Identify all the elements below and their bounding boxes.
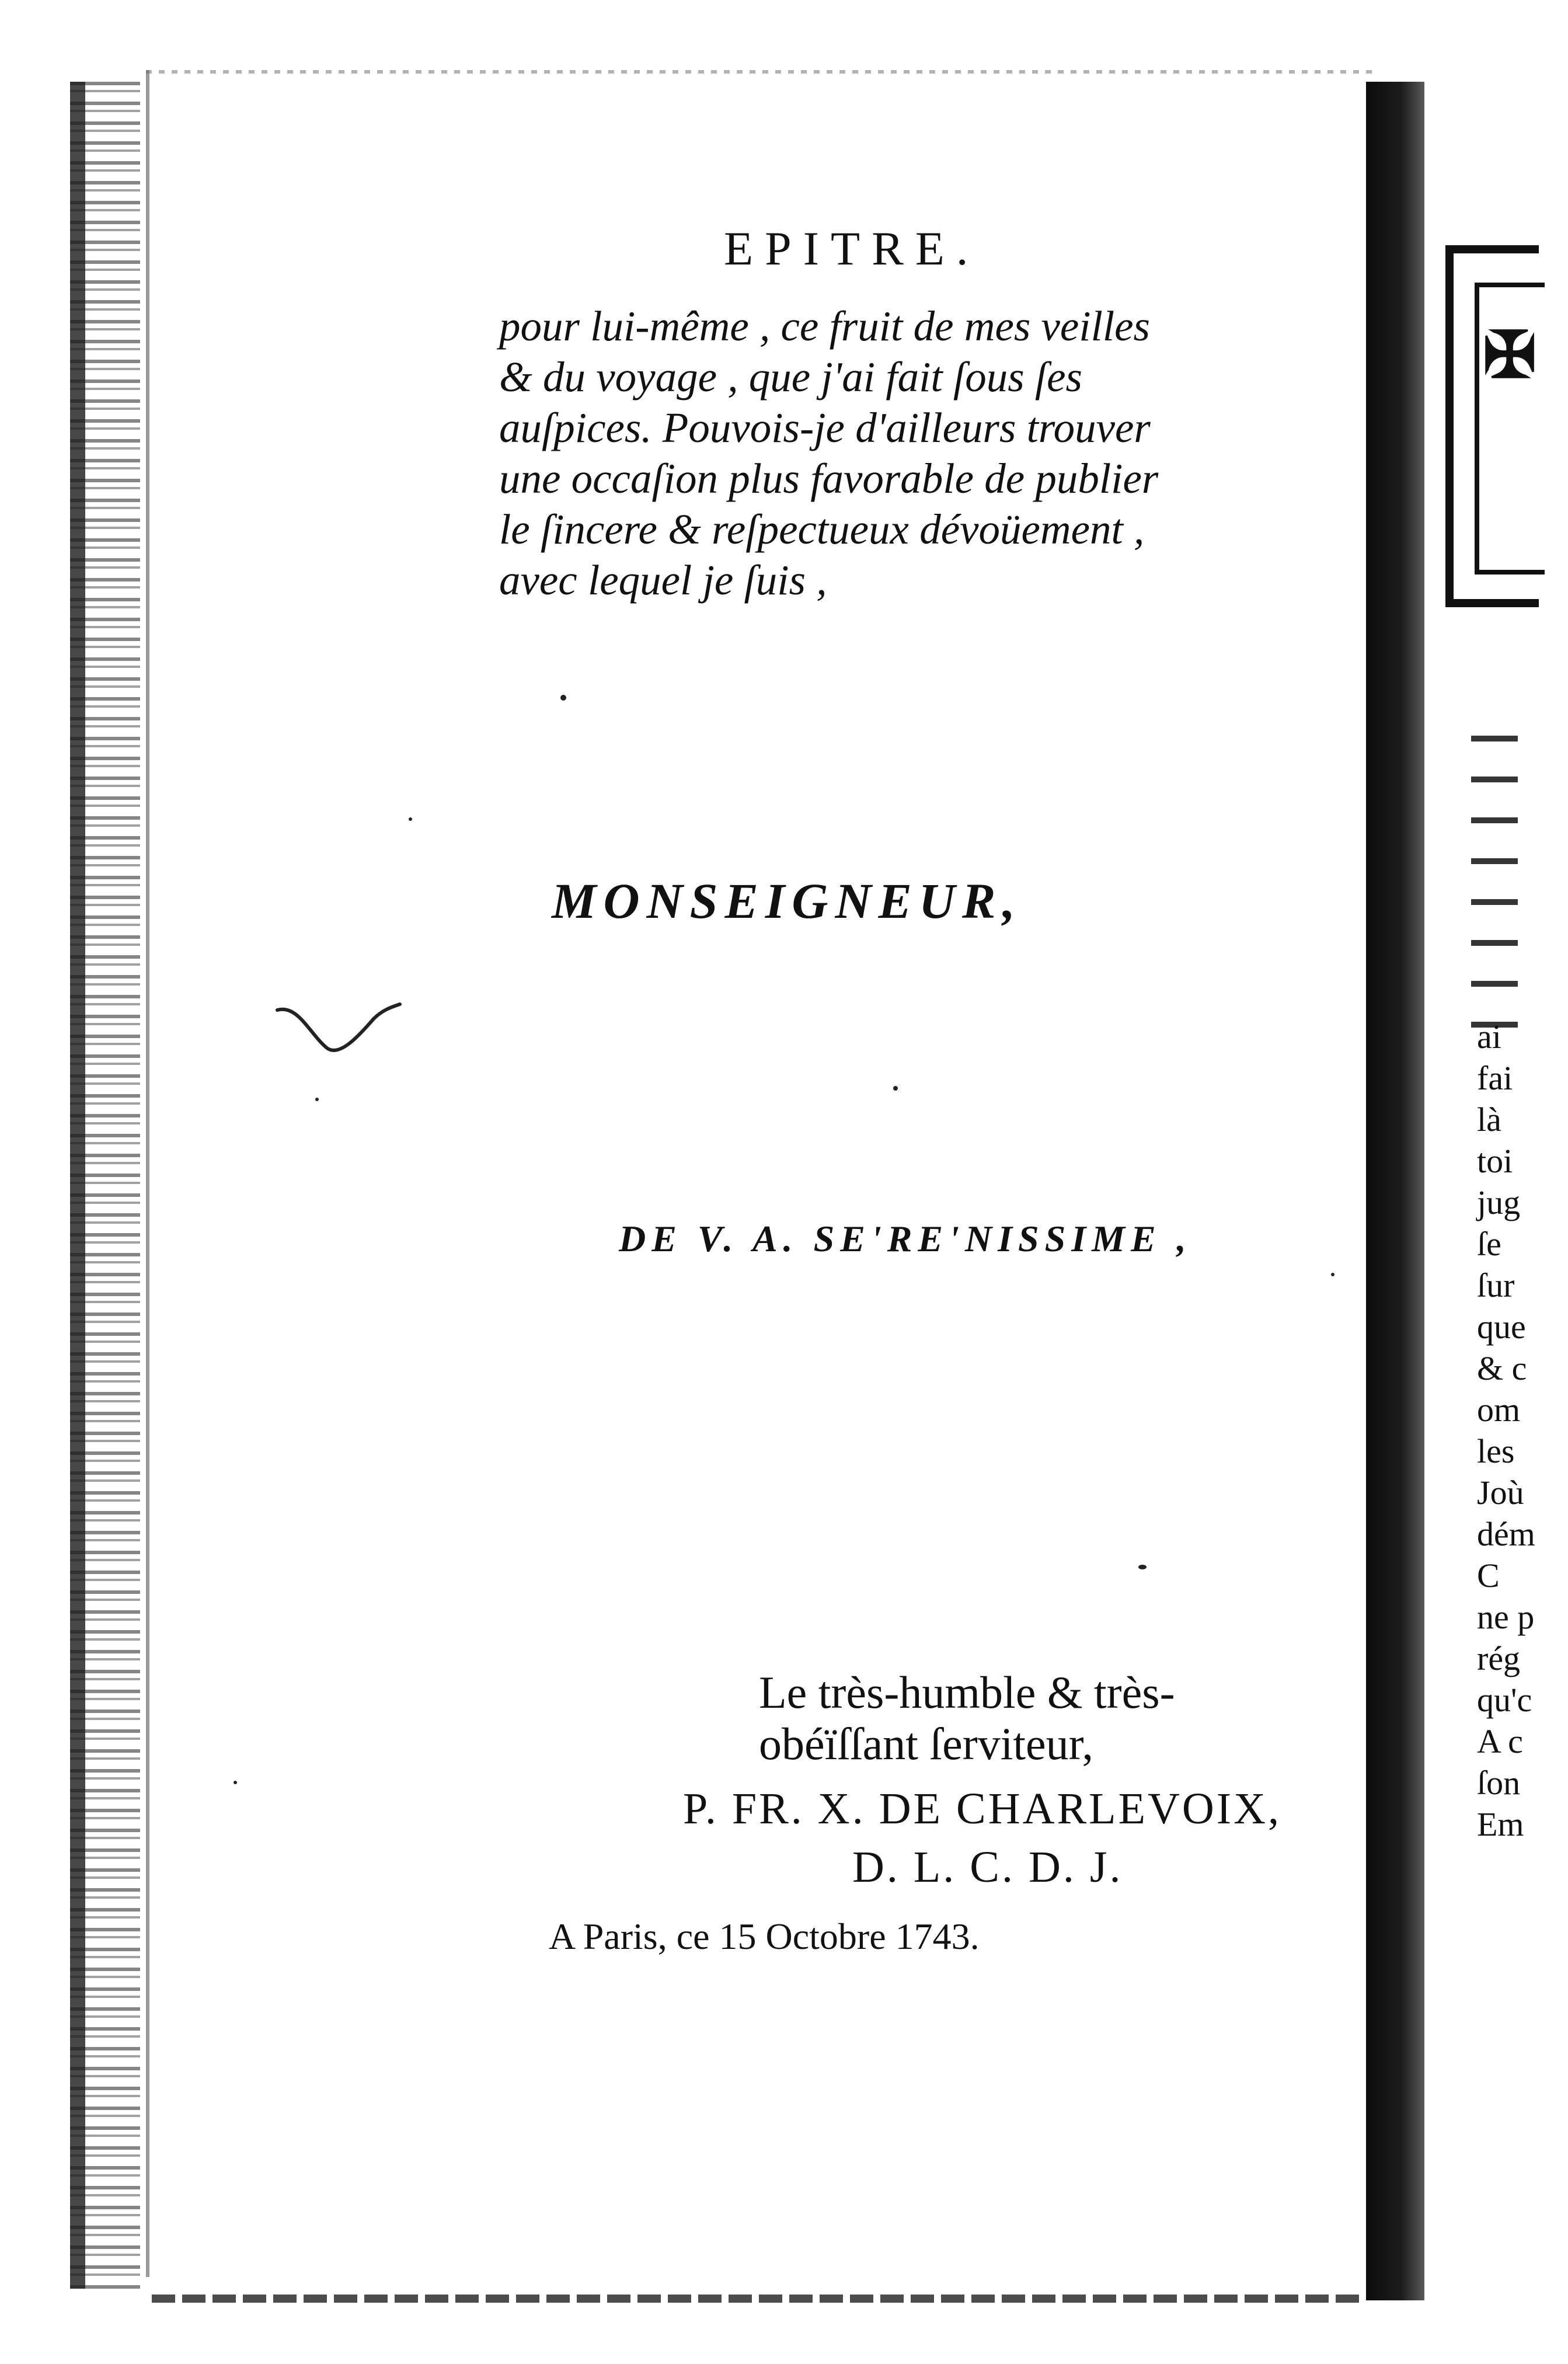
fragment-line: C [1477, 1557, 1500, 1594]
fragment-line: A c [1477, 1722, 1523, 1760]
fragment-line: que [1477, 1308, 1526, 1346]
body-paragraph [499, 301, 1316, 605]
pen-stroke-mark [274, 993, 403, 1063]
fragment-line: om [1477, 1391, 1521, 1429]
fragment-line: toi [1477, 1142, 1513, 1180]
body-line: le ſincere & reſpectueux dévoüement , [499, 506, 1145, 553]
ink-speck [893, 1086, 898, 1091]
fragment-line: & c [1477, 1349, 1527, 1387]
body-line: auſpices. Pouvois-je d'ailleurs trouver [499, 404, 1151, 451]
fragment-line: Joù [1477, 1474, 1524, 1512]
date-line: A Paris, ce 15 Octobre 1743. [549, 1916, 980, 1957]
fragment-line: les [1477, 1432, 1515, 1470]
ink-speck [1331, 1273, 1334, 1276]
signature-line: obéïſſant ſerviteur, [759, 1718, 1094, 1769]
ornament-frame [1445, 245, 1539, 607]
fragment-line: Em [1477, 1805, 1524, 1843]
fragment-line: là [1477, 1101, 1501, 1139]
fragment-line: qu'c [1477, 1681, 1532, 1719]
ink-speck [1138, 1565, 1147, 1569]
fragment-line: jug [1477, 1183, 1521, 1221]
running-head: EPITRE. [724, 222, 980, 275]
ink-speck [560, 695, 566, 701]
ink-speck [315, 1098, 319, 1101]
signature-line: Le très-humble & très- [759, 1667, 1175, 1718]
body-line: & du voyage , que j'ai fait ſous ſes [499, 353, 1082, 401]
fragment-line: fai [1477, 1059, 1513, 1097]
bottom-edge-noise [152, 2295, 1366, 2303]
fragment-line: ſe [1477, 1225, 1501, 1263]
ink-speck [409, 817, 412, 821]
author-name: P. FR. X. DE CHARLEVOIX, [683, 1784, 1281, 1833]
ornament-glyph-icon: ✠ [1483, 320, 1537, 391]
fragment-rule-marks [1471, 736, 1518, 1039]
left-margin-line [146, 70, 149, 2277]
author-initials: D. L. C. D. J. [852, 1843, 1123, 1892]
fragment-text-lines [1477, 1016, 1535, 1845]
fragment-line: ne p [1477, 1598, 1535, 1636]
top-edge-noise [146, 70, 1372, 74]
body-line: pour lui-même , ce fruit de mes veilles [499, 302, 1150, 350]
next-page-fragment [1430, 70, 1568, 2300]
body-line: avec lequel je ſuis , [499, 556, 827, 604]
fragment-line: ai [1477, 1018, 1501, 1056]
dedication-subtitle: DE V. A. SE'RE'NISSIME , [619, 1218, 1192, 1259]
salutation: MONSEIGNEUR, [552, 873, 1022, 929]
fragment-line: dém [1477, 1515, 1535, 1553]
fragment-line: rég [1477, 1639, 1521, 1677]
right-page-edge [1366, 82, 1424, 2300]
ink-speck [234, 1781, 237, 1784]
fragment-line: ſur [1477, 1266, 1515, 1304]
body-line: une occaſion plus favorable de publier [499, 455, 1159, 502]
fragment-line: ſon [1477, 1764, 1521, 1802]
signature-block [759, 1667, 1175, 1770]
left-binding-edge [70, 82, 85, 2289]
